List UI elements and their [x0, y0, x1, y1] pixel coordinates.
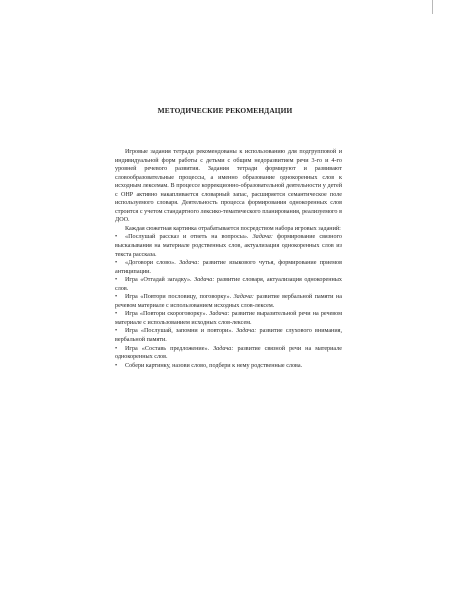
- task-label: Задача:: [236, 328, 257, 335]
- document-body: [115, 148, 342, 370]
- game-name: Игра «Послушай, запомни и повтори».: [125, 328, 233, 335]
- bullet-mark: •: [115, 311, 118, 318]
- bullet-mark: •: [115, 294, 118, 301]
- list-item: [115, 327, 342, 344]
- lead-paragraph: Каждая сюжетная картинка отрабатывается посредством набора игровых заданий:: [125, 225, 341, 232]
- list-item: [115, 233, 342, 259]
- task-description: формирование связного высказывания на материале родственных слов, актуализация однокоренных слов из текста рассказа.: [115, 234, 342, 258]
- list-item: [115, 259, 342, 276]
- task-description: развитие словаря, актуализация однокоренных слов.: [115, 277, 343, 292]
- task-label: Задача:: [233, 294, 254, 301]
- list-item: [115, 362, 342, 371]
- task-label: Задача:: [194, 277, 215, 284]
- game-name: Игра «Составь предложение».: [125, 345, 210, 352]
- list-item: [115, 293, 342, 310]
- bullet-mark: •: [115, 328, 118, 335]
- scan-edge-mark: [432, 0, 433, 14]
- bullet-mark: •: [115, 345, 118, 352]
- task-label: Задача:: [252, 234, 273, 241]
- game-name: Игра «Отгадай загадку».: [125, 277, 192, 284]
- bullet-mark: •: [115, 277, 118, 284]
- task-label: Задача:: [179, 260, 200, 267]
- task-description: развитие вербальной памяти на речевом материале с использованием исходных слов-лексем.: [115, 294, 342, 309]
- list-item: [115, 310, 342, 327]
- game-name: Собери картинку, назови слово, подбери к нему родственные слова.: [125, 362, 303, 369]
- bullet-mark: •: [115, 234, 118, 241]
- task-description: развитие слухового внимания, вербальной памяти.: [115, 328, 342, 344]
- intro-paragraph: Игровые задания тетради рекомендованы к использованию для подгрупповой и индивидуальной форм работы с детьми с общим недоразвитием речи 3-го и 4-го уровней речевого развития. Задания тетради формируют и развивают словообразовательные процессы, а именно образование однокоренных слов к исходным лексемам. В процессе коррекционно-образовательной деятельности у детей с ОНР активно накапливается словарный запас, расширяется семантическое поле используемого словаря. Деятельность процесса формирования однокоренных слов строится с учетом стандартного лексико-тематического планирования, реализуемого в ДОО.: [115, 149, 342, 224]
- bullet-mark: •: [115, 260, 118, 267]
- task-description: развитие языкового чутья, формирование приемов антиципации.: [115, 260, 342, 275]
- list-item: [115, 276, 342, 293]
- game-name: Игра «Повтори пословицу, поговорку».: [125, 294, 232, 301]
- game-task-list: [115, 233, 342, 370]
- game-name: Игра «Повтори скороговорку».: [125, 311, 208, 318]
- game-name: «Послушай рассказ и ответь на вопросы».: [125, 234, 249, 241]
- task-label: Задача:: [213, 345, 234, 352]
- task-description: развитие выразительной речи на речевом материале с использованием исходных слов-лексем.: [115, 311, 342, 326]
- task-description: развитие связной речи на материале однокоренных слов.: [115, 345, 342, 361]
- bullet-mark: •: [115, 362, 118, 369]
- task-label: Задача:: [209, 311, 230, 318]
- list-item: [115, 345, 342, 362]
- page-title: МЕТОДИЧЕСКИЕ РЕКОМЕНДАЦИИ: [157, 106, 293, 115]
- game-name: «Договори слово».: [125, 260, 176, 267]
